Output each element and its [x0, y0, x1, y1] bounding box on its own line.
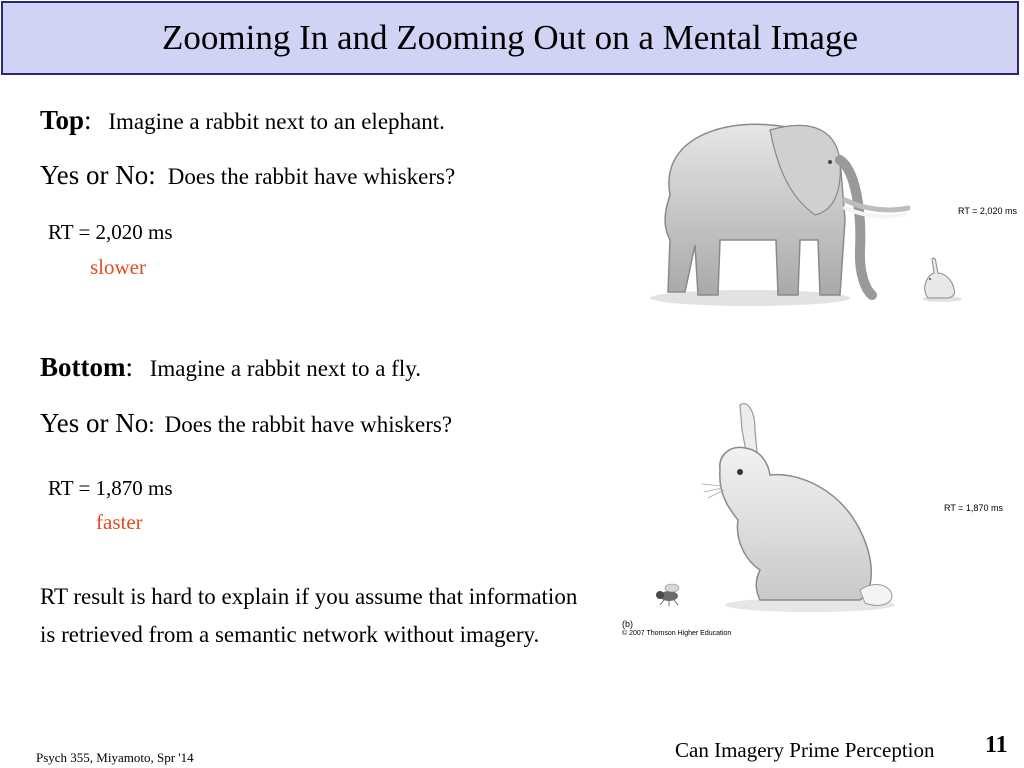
- figure-bottom-rt-label: RT = 1,870 ms: [944, 503, 1003, 513]
- figure-copyright: © 2007 Thomson Higher Education: [622, 630, 732, 637]
- fly-illustration: [652, 582, 686, 606]
- top-question-label: Yes or No:: [40, 160, 156, 190]
- bottom-label: Bottom: [40, 352, 126, 382]
- top-text: Imagine a rabbit next to an elephant.: [108, 109, 445, 134]
- top-heading: [40, 105, 445, 136]
- small-rabbit-illustration: [918, 255, 964, 303]
- bottom-heading: [40, 352, 421, 383]
- title-bar: [1, 1, 1019, 75]
- top-label: Top: [40, 105, 85, 135]
- figure-top-rt-label: RT = 2,020 ms: [958, 206, 1017, 216]
- top-question-text: Does the rabbit have whiskers?: [167, 164, 456, 189]
- large-rabbit-illustration: [700, 400, 900, 615]
- bottom-question-label: Yes or No: [40, 408, 149, 438]
- bottom-text: Imagine a rabbit next to a fly.: [149, 356, 421, 381]
- bottom-question-colon: :: [148, 412, 155, 437]
- bottom-colon: :: [125, 352, 133, 382]
- bottom-question-text: Does the rabbit have whiskers?: [164, 412, 453, 437]
- conclusion-paragraph: RT result is hard to explain if you assume that information is retrieved from a semantic network without imagery.: [40, 584, 578, 647]
- figure-panel-label: (b): [622, 619, 633, 629]
- bottom-question: [40, 408, 452, 439]
- slide-title: Zooming In and Zooming Out on a Mental Image: [162, 18, 858, 57]
- footer-section-title: Can Imagery Prime Perception: [675, 738, 935, 762]
- footer-course: Psych 355, Miyamoto, Spr '14: [36, 750, 194, 765]
- top-rt: RT = 2,020 ms: [48, 220, 173, 244]
- bottom-rt: RT = 1,870 ms: [48, 476, 173, 500]
- elephant-illustration: [640, 100, 930, 310]
- top-question: [40, 160, 455, 191]
- page-number: 11: [985, 732, 1008, 758]
- top-speed: slower: [90, 255, 146, 279]
- top-colon: :: [84, 105, 92, 135]
- bottom-speed: faster: [96, 510, 143, 534]
